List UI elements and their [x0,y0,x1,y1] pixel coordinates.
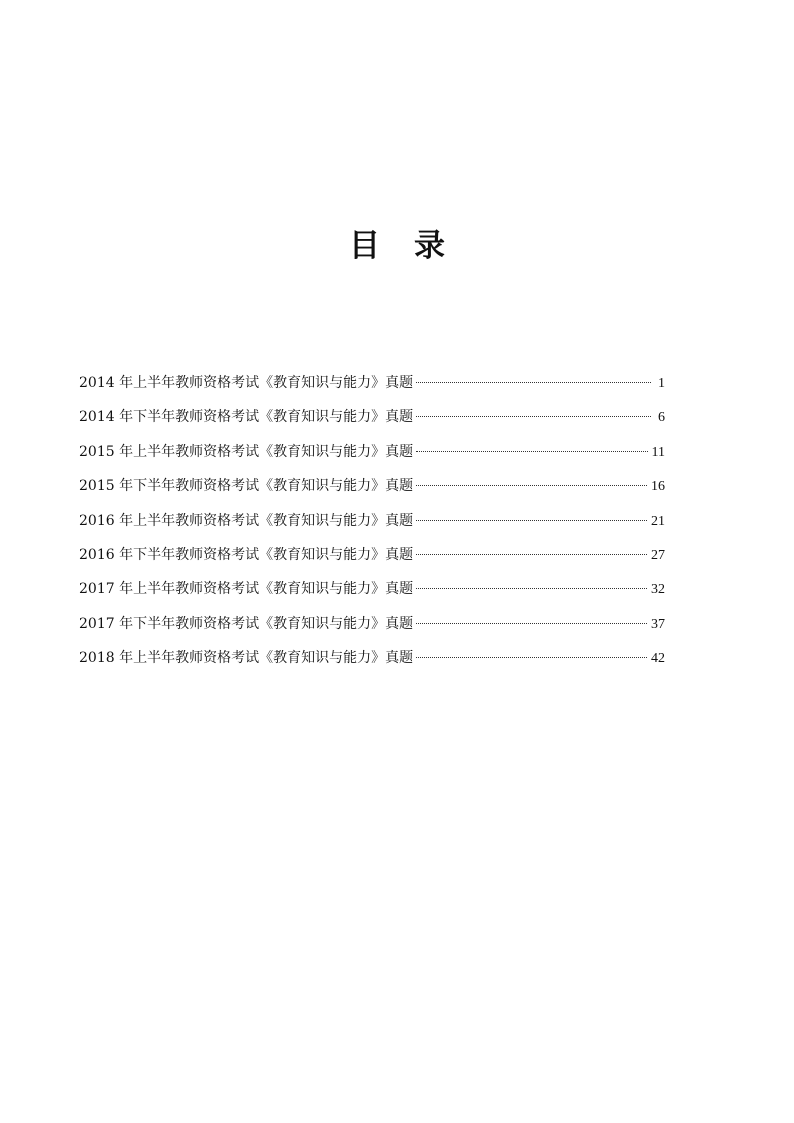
toc-dot-leader [416,588,647,589]
toc-entry[interactable] [79,435,665,469]
toc-entry[interactable] [79,504,665,538]
toc-dot-leader [416,657,647,658]
toc-page-number: 6 [658,410,665,426]
toc-entry-title: 2014 年上半年教师资格考试《教育知识与能力》真题 [79,375,414,391]
toc-page-number: 37 [651,616,665,632]
toc-entry-title: 2018 年上半年教师资格考试《教育知识与能力》真题 [79,650,414,667]
toc-entry[interactable] [79,469,665,503]
toc-entry-title: 2016 年下半年教师资格考试《教育知识与能力》真题 [79,546,414,563]
toc-dot-leader [416,416,651,417]
toc-page-number: 1 [658,376,665,391]
toc-entry-title: 2015 年上半年教师资格考试《教育知识与能力》真题 [79,443,414,460]
toc-entry-title: 2016 年上半年教师资格考试《教育知识与能力》真题 [79,512,414,529]
toc-page-number: 21 [651,513,665,529]
toc-heading-char: 录 [414,228,445,264]
toc-page-number: 42 [651,651,665,667]
toc-entry[interactable] [79,538,665,572]
toc-entry[interactable] [79,400,665,434]
toc-dot-leader [416,451,647,452]
toc-entry-title: 2017 年下半年教师资格考试《教育知识与能力》真题 [79,615,414,632]
toc-page-number: 32 [651,582,665,598]
toc-page-number: 27 [651,547,665,563]
toc-page-number: 11 [651,444,665,460]
toc-dot-leader [416,554,647,555]
toc-entry[interactable] [79,366,665,400]
toc-dot-leader [416,623,647,624]
toc-list [79,366,665,676]
toc-entry-title: 2017 年上半年教师资格考试《教育知识与能力》真题 [79,581,414,598]
toc-dot-leader [416,382,651,383]
toc-entry-title: 2015 年下半年教师资格考试《教育知识与能力》真题 [79,478,414,495]
toc-entry[interactable] [79,607,665,641]
toc-page-number: 16 [651,479,665,495]
toc-entry[interactable] [79,572,665,606]
toc-dot-leader [416,485,647,486]
toc-heading [0,222,794,270]
toc-heading-char: 目 [349,228,380,264]
toc-dot-leader [416,520,647,521]
toc-entry[interactable] [79,641,665,675]
toc-entry-title: 2014 年下半年教师资格考试《教育知识与能力》真题 [79,409,414,426]
